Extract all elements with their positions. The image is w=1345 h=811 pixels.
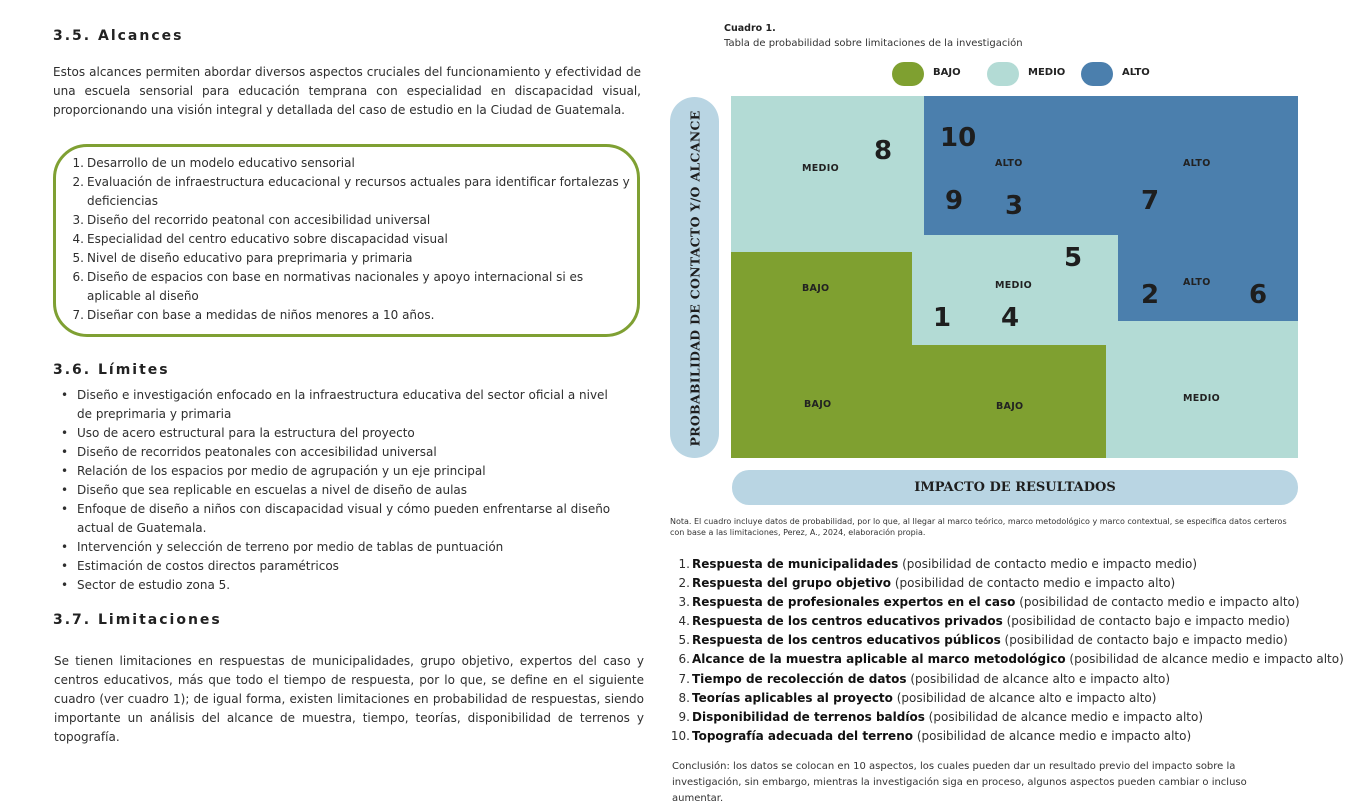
list-item: 2. Respuesta del grupo objetivo (posibilidad de contacto medio e impacto alto) [678,576,1176,591]
aspect-number: 2 [1141,280,1160,310]
list-item: 1. Respuesta de municipalidades (posibilidad de contacto medio e impacto medio) [678,557,1198,571]
list-item: 7. Tiempo de recolección de datos (posibilidad de alcance alto e impacto alto) [678,671,1171,686]
respuestas-list [670,555,1344,746]
list-item: • Enfoque de diseño a niños con discapacidad visual y cómo pueden enfrentarse al diseño actual de Guatemala. [61,502,611,535]
legend-label-bajo: BAJO [933,67,961,78]
zone-label: BAJO [996,401,1024,412]
aspect-number: 4 [1001,303,1020,333]
aspect-number: 8 [874,136,893,166]
zone-label: ALTO [1183,277,1211,288]
list-item: • Relación de los espacios por medio de agrupación y un eje principal [61,464,486,478]
section-title-alcances: 3.5. Alcances [53,28,184,44]
conclusion-text: Conclusión: los datos se colocan en 10 aspectos, los cuales pueden dar un resultado previo del impacto sobre la investigación, sin embargo, mientras la investigación siga en proceso, algunos aspectos pueden cambiar o incluso aumentar. [672,761,1247,804]
list-item: 3. Diseño del recorrido peatonal con accesibilidad universal [72,213,431,227]
list-item: 10. Topografía adecuada del terreno (posibilidad de alcance medio e impacto alto) [670,728,1192,743]
legend-swatch-medio [987,62,1019,86]
zone-label: ALTO [995,158,1023,169]
zone-label: MEDIO [802,163,839,174]
list-item: • Estimación de costos directos paramétricos [61,559,339,573]
list-item: 7. Diseñar con base a medidas de niños menores a 10 años. [72,308,435,322]
list-item: • Intervención y selección de terreno por medio de tablas de puntuación [61,540,504,554]
list-item: 5. Nivel de diseño educativo para preprimaria y primaria [72,251,413,265]
aspect-number: 3 [1005,191,1024,221]
cuadro-subtitle: Tabla de probabilidad sobre limitaciones de la investigación [724,38,1023,49]
legend-label-medio: MEDIO [1028,67,1066,78]
legend-swatch-bajo [892,62,924,86]
section-title-limites: 3.6. Límites [53,362,170,378]
list-item: • Diseño que sea replicable en escuelas a nivel de diseño de aulas [61,483,468,497]
list-item: 4. Especialidad del centro educativo sobre discapacidad visual [72,232,448,246]
x-axis-label: IMPACTO DE RESULTADOS [914,480,1116,495]
list-item: 2. Evaluación de infraestructura educacional y recursos actuales para identificar fortalezas y deficiencias [72,175,630,208]
zone-label: ALTO [1183,158,1211,169]
aspect-number: 10 [940,123,977,153]
list-item: 8. Teorías aplicables al proyecto (posibilidad de alcance alto e impacto alto) [678,690,1157,705]
list-item: 3. Respuesta de profesionales expertos en el caso (posibilidad de contacto medio e impacto alto) [678,595,1300,610]
zone-label: MEDIO [1183,393,1220,404]
aspect-number: 5 [1064,243,1083,273]
legend-label-alto: ALTO [1122,67,1150,78]
aspect-number: 6 [1249,280,1268,310]
alcances-intro: Estos alcances permiten abordar diversos aspectos cruciales del funcionamiento y efectividad de una escuela sensorial para educación temprana con especialidad en discapacidad visual, proporcionando una visión integral y detallada del caso de estudio en la Ciudad de Guatemala. [53,65,641,117]
limites-list [53,386,621,595]
zone-label: MEDIO [995,280,1032,291]
aspect-number: 1 [933,303,952,333]
list-item: 9. Disponibilidad de terrenos baldíos (posibilidad de alcance medio e impacto alto) [678,709,1204,724]
cuadro-title: Cuadro 1. [724,23,776,34]
list-item: • Uso de acero estructural para la estructura del proyecto [61,426,415,440]
aspect-number: 7 [1141,186,1160,216]
zone-alto-top [924,96,1298,235]
list-item: 5. Respuesta de los centros educativos públicos (posibilidad de contacto bajo e impacto medio) [678,633,1288,648]
zone-label: BAJO [804,399,832,410]
x-axis-label-box [732,470,1298,505]
alcances-list [53,154,633,325]
list-item: 6. Diseño de espacios con base en normativas nacionales y apoyo internacional si es aplicable al diseño [72,270,584,303]
probability-matrix [731,96,1298,458]
list-item: • Sector de estudio zona 5. [61,578,231,592]
zone-label: BAJO [802,283,830,294]
limitaciones-text: Se tienen limitaciones en respuestas de municipalidades, grupo objetivo, expertos del caso y centros educativos, más que todo el tiempo de respuesta, por lo que, se define en el siguiente cuadro (ver cuadro 1); de igual forma, existen limitaciones en probabilidad de respuestas, siendo importante un análisis del alcance de muestra, tiempo, teorías, disponibilidad de terrenos y topografía. [54,654,644,744]
list-item: 4. Respuesta de los centros educativos privados (posibilidad de contacto bajo e impacto medio) [678,614,1290,629]
section-title-limitaciones: 3.7. Limitaciones [53,612,222,628]
list-item: • Diseño de recorridos peatonales con accesibilidad universal [61,445,437,459]
list-item: • Diseño e investigación enfocado en la infraestructura educativa del sector oficial a nivel de preprimaria y primaria [61,388,608,421]
list-item: 1. Desarrollo de un modelo educativo sensorial [72,156,355,170]
legend-swatch-alto [1081,62,1113,86]
aspect-number: 9 [945,186,964,216]
y-axis-label: PROBABILIDAD DE CONTACTO Y/O ALCANCE [687,109,703,447]
list-item: 6. Alcance de la muestra aplicable al marco metodológico (posibilidad de alcance medio e impacto alto) [678,652,1344,667]
cuadro-note: Nota. El cuadro incluye datos de probabilidad, por lo que, al llegar al marco teórico, marco metodológico y marco contextual, se especifica datos certeros con base a las limitaciones, Perez, A., 2024, elaboración propia. [670,517,1287,537]
